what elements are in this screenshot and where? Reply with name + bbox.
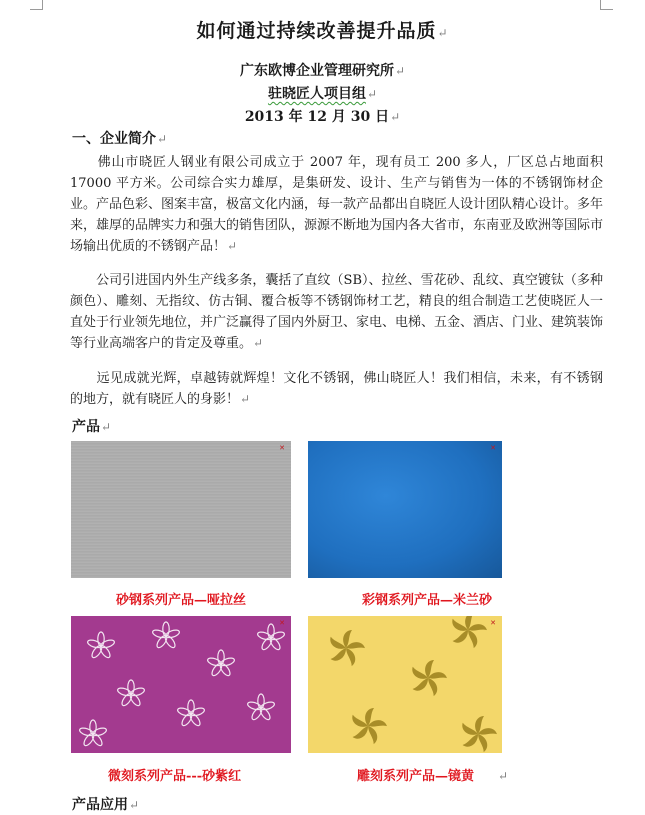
group-line: 驻晓匠人项目组↵ bbox=[267, 86, 378, 102]
intro-paragraph-2: 公司引进国内外生产线多条，囊括了直纹（SB）、拉丝、雪花砂、乱纹、真空镀钛（多种颜色）、雕刻、无指纹、仿古铜、覆合板等不锈钢饰材工艺，精良的组合制造工艺使晓匠人一直处于行业领先地位，并广泛赢得了国内外厨卫、家电、电梯、五金、酒店、门业、建筑装饰等行业高端客户的肯定及尊重。↵ bbox=[70, 273, 604, 351]
product-caption-3: 微刻系列产品---砂紫红 bbox=[108, 769, 242, 784]
product-caption-4: 雕刻系列产品—镜黄 ↵ bbox=[357, 769, 509, 784]
intro-paragraph-1: 佛山市晓匠人钢业有限公司成立于 2007 年，现有员工 200 多人，厂区总占地面积 17000 平方米。公司综合实力雄厚，是集研发、设计、生产与销售为一体的不锈钢饰材企业。产品色彩、图案丰富，极富文化内涵，每一款产品都出自晓匠人设计团队精心设计。多年来，雄厚的品牌实力和强大的销售团队，源源不断地为国内各大省市，东南亚及欧洲等国际市场输出优质的不锈钢产品！↵ bbox=[70, 155, 604, 254]
page-title: 如何通过持续改善提升品质↵ bbox=[196, 20, 449, 42]
intro-paragraph-3: 远见成就光辉，卓越铸就辉煌！文化不锈钢，佛山晓匠人！我们相信，未来，有不锈钢的地方，就有晓匠人的身影！↵ bbox=[70, 371, 603, 407]
date-line: 2013 年 12 月 30 日↵ bbox=[244, 109, 401, 125]
crop-mark-right bbox=[600, 0, 613, 10]
applications-label: 产品应用↵ bbox=[72, 797, 140, 813]
brand-logo: ✕ bbox=[490, 619, 496, 627]
product-image-brushed-steel bbox=[71, 441, 291, 578]
section-heading: 一、企业简介↵ bbox=[72, 131, 168, 147]
brand-logo: ✕ bbox=[490, 444, 496, 452]
bauhinia-pattern bbox=[308, 616, 502, 753]
brand-logo: ✕ bbox=[279, 444, 285, 452]
product-caption-1: 砂钢系列产品—哑拉丝 bbox=[116, 593, 247, 608]
crop-mark-left bbox=[30, 0, 43, 10]
product-image-blue-sand bbox=[308, 441, 502, 578]
product-image-yellow-flower bbox=[308, 616, 502, 753]
product-image-purple-floral bbox=[71, 616, 291, 753]
flower-pattern bbox=[71, 616, 291, 753]
product-caption-2: 彩钢系列产品—米兰砂 bbox=[362, 593, 493, 608]
org-line: 广东欧博企业管理研究所↵ bbox=[239, 63, 406, 79]
brand-logo: ✕ bbox=[279, 619, 285, 627]
products-label: 产品↵ bbox=[72, 419, 112, 435]
